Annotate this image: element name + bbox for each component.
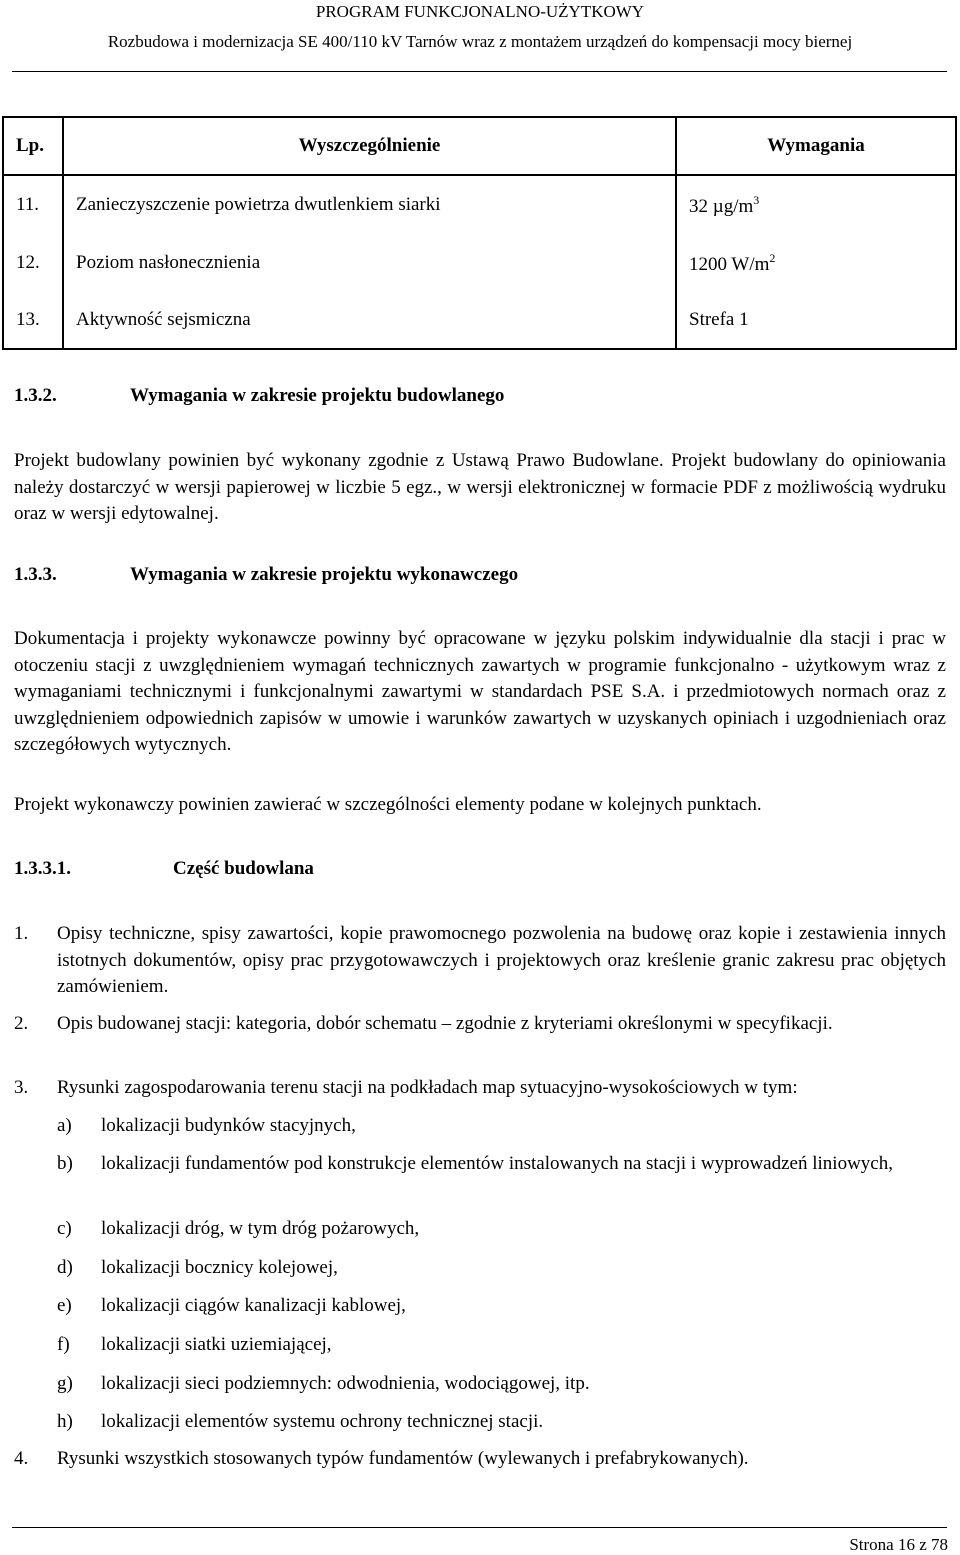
cell-value: Strefa 1 — [676, 292, 956, 349]
section-number: 1.3.3.1. — [14, 858, 71, 879]
section-title: Część budowlana — [173, 858, 314, 879]
section-heading-1-3-3-1 — [14, 858, 314, 880]
table-row — [3, 175, 956, 234]
column-header-lp: Lp. — [3, 117, 63, 175]
table-header-row — [3, 117, 956, 175]
cell-lp: 12. — [3, 234, 63, 292]
table-row — [3, 292, 956, 349]
section-title: Wymagania w zakresie projektu wykonawczego — [130, 564, 519, 585]
document-subtitle: Rozbudowa i modernizacja SE 400/110 kV Tarnów wraz z montażem urządzeń do kompensacji mocy biernej — [107, 32, 853, 51]
section-number: 1.3.3. — [14, 564, 57, 585]
cell-value: 32 $\mu g/m^3$ — [676, 175, 956, 234]
paragraph-executive-contents: Projekt wykonawczy powinien zawierać w szczególności elementy podane w kolejnych punktach. — [14, 794, 762, 815]
cell-desc: Aktywność sejsmiczna — [63, 292, 676, 349]
cell-desc: Poziom nasłonecznienia — [63, 234, 676, 292]
paragraph-design-project: Projekt budowlany powinien być wykonany zgodnie z Ustawą Prawo Budowlane. Projekt budowlany do opiniowania należy dostarczyć w wersji papierowej w liczbie 5 egz., w wersji elektronicznej w formacie PDF z możliwością wydruku oraz w wersji edytowalnej. — [14, 450, 946, 524]
cell-value: 1200 $W/m^2$ — [676, 234, 956, 292]
cell-desc: Zanieczyszczenie powietrza dwutlenkiem siarki — [63, 175, 676, 234]
document-title: PROGRAM FUNKCJONALNO-UŻYTKOWY — [315, 2, 645, 21]
column-header-req: Wymagania — [676, 117, 956, 175]
requirements-table — [2, 116, 957, 350]
section-heading-1-3-2 — [14, 385, 505, 407]
table-row — [3, 234, 956, 292]
footer-divider — [12, 1527, 947, 1528]
paragraph-executive-docs: Dokumentacja i projekty wykonawcze powinny być opracowane w języku polskim indywidualnie dla stacji i prac w otoczeniu stacji z uwzględnieniem wymagań technicznych zawartych w programie funkcjonalno - użytkowym wraz z wymaganiami technicznymi i funkcjonalnymi zawartymi w standardach PSE S.A. i przedmiotowych normach oraz z uwzględnieniem odpowiednich zapisów w umowie i warunków zawartych w uzyskanych opiniach i uzgodnieniach oraz szczegółowych wytycznych. — [14, 628, 946, 755]
column-header-desc: Wyszczególnienie — [63, 117, 676, 175]
cell-lp: 13. — [3, 292, 63, 349]
page-number: Strona 16 z 78 — [849, 1535, 948, 1554]
section-heading-1-3-3 — [14, 564, 519, 586]
header-divider — [12, 71, 947, 72]
section-title: Wymagania w zakresie projektu budowlanego — [130, 385, 505, 406]
section-number: 1.3.2. — [14, 385, 57, 406]
cell-lp: 11. — [3, 175, 63, 234]
